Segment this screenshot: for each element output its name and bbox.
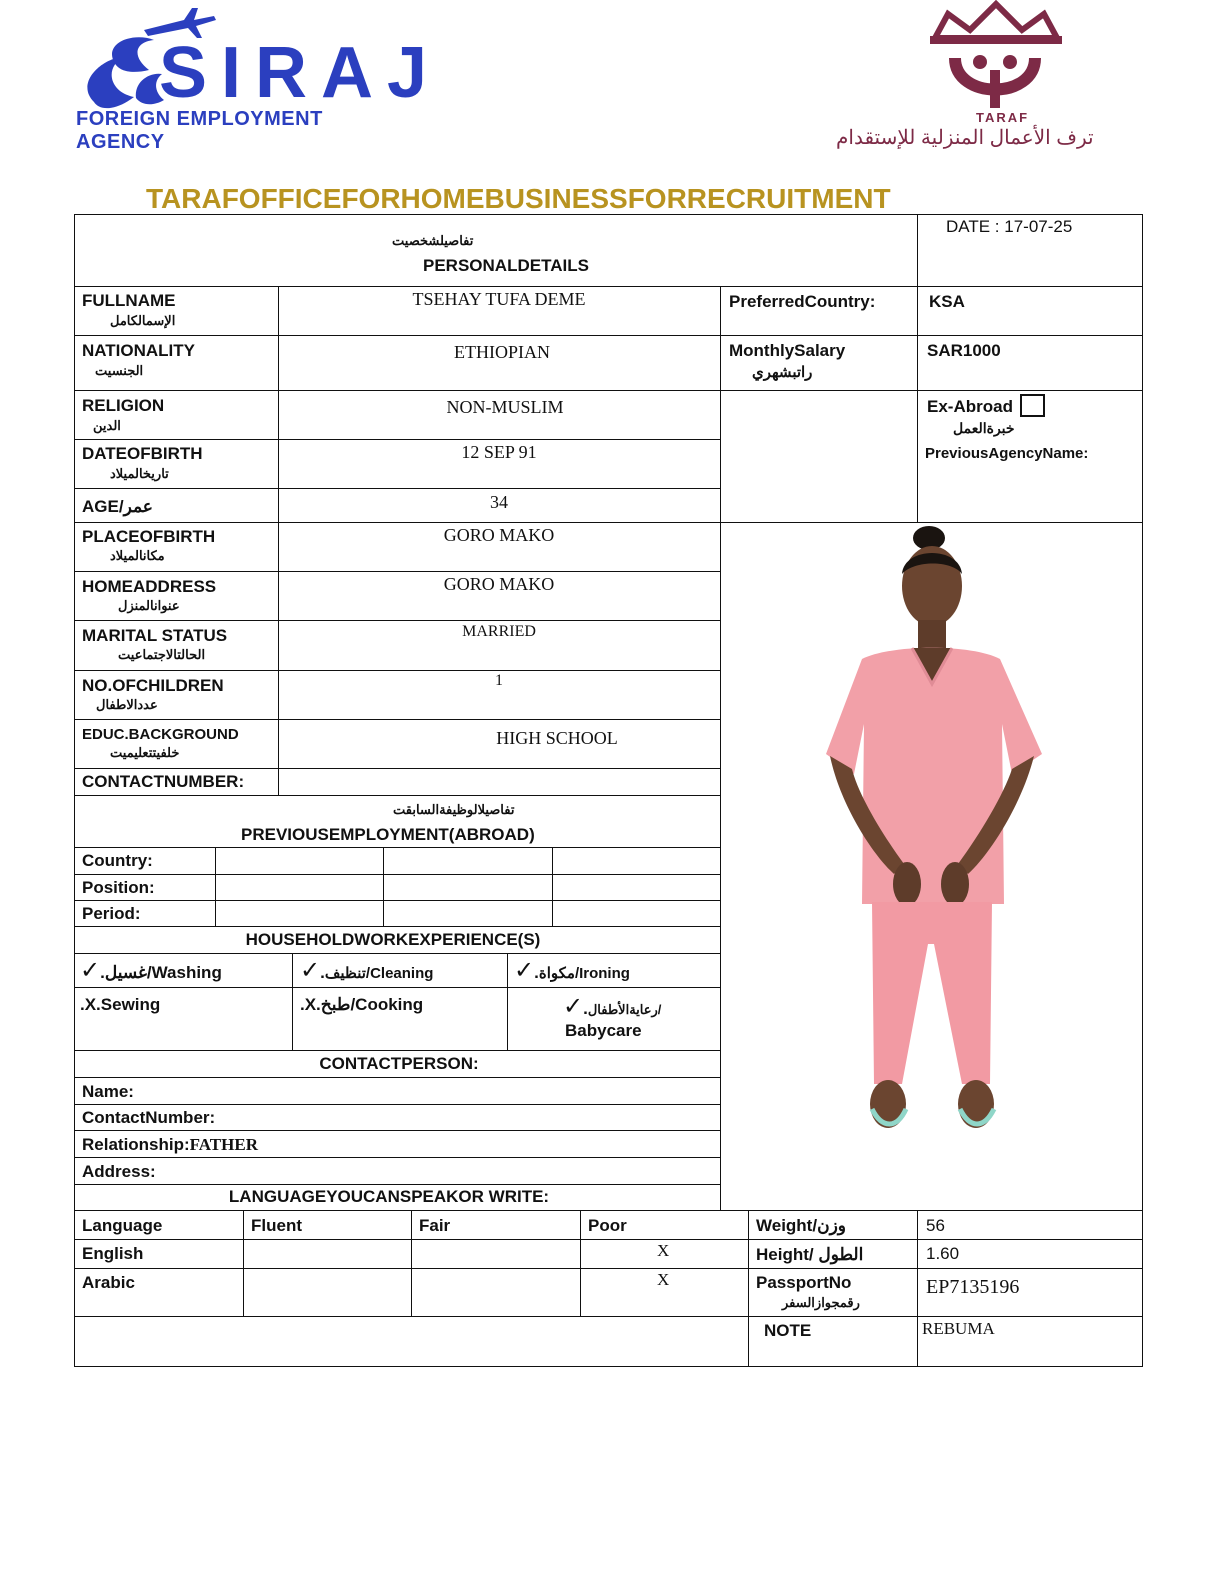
contact-number-label: CONTACTNUMBER: — [82, 772, 245, 791]
pob-value[interactable]: GORO MAKO — [443, 525, 555, 545]
pob-label: PLACEOFBIRTH — [82, 527, 216, 546]
height-label-ar: الطول — [818, 1245, 864, 1264]
religion-value[interactable]: NON-MUSLIM — [446, 397, 564, 417]
washing-check-icon: ✓ — [80, 956, 101, 984]
religion-label-ar: الدين — [93, 418, 121, 433]
lang-col-language: Language — [82, 1216, 163, 1235]
contact-person-number-label: ContactNumber: — [82, 1108, 216, 1127]
personal-heading: PERSONALDETAILS — [423, 256, 589, 275]
washing-label: غسيل/Washing — [104, 963, 222, 982]
cleaning-check-icon: ✓ — [300, 956, 321, 984]
dob-value[interactable]: 12 SEP 91 — [461, 442, 537, 462]
household-sewing[interactable]: .X.Sewing — [80, 995, 161, 1014]
dob-label: DATEOFBIRTH — [82, 444, 203, 463]
weight-label-ar: وزن — [817, 1216, 846, 1235]
taraf-crown-icon — [830, 0, 1200, 125]
relationship-label: Relationship: — [82, 1135, 190, 1154]
children-label-ar: عددالاطفال — [96, 697, 158, 712]
education-value[interactable]: HIGH SCHOOL — [496, 728, 618, 748]
personal-heading-ar: تفاصيلشخصيت — [392, 233, 474, 248]
contact-person-heading: CONTACTPERSON: — [319, 1054, 479, 1073]
weight-value[interactable]: 56 — [926, 1216, 945, 1235]
lang-arabic-poor[interactable]: X — [657, 1270, 670, 1289]
siraj-subtitle: FOREIGN EMPLOYMENT AGENCY — [76, 108, 323, 153]
children-value[interactable]: 1 — [495, 672, 503, 689]
address-value[interactable]: GORO MAKO — [443, 574, 555, 594]
lang-col-poor: Poor — [588, 1216, 627, 1235]
lang-english-poor[interactable]: X — [657, 1241, 670, 1260]
ex-abroad-label-ar: خبرةالعمل — [953, 420, 1015, 436]
marital-value[interactable]: MARRIED — [462, 623, 536, 640]
language-heading: LANGUAGEYOUCANSPEAKOR WRITE: — [228, 1187, 550, 1206]
lang-english: English — [82, 1244, 144, 1263]
salary-value[interactable]: SAR1000 — [927, 341, 1001, 360]
salary-label-ar: راتبشهري — [752, 364, 813, 381]
babycare-check-icon: ✓ — [563, 992, 584, 1020]
nationality-label: NATIONALITY — [82, 341, 196, 360]
pob-label-ar: مكانالميلاد — [110, 548, 165, 563]
household-cooking[interactable]: .X.طبخ/Cooking — [300, 995, 424, 1014]
babycare-label-ar: رعايةالأطفال/ — [587, 1002, 662, 1017]
ironing-check-icon: ✓ — [514, 956, 535, 984]
children-label: NO.OFCHILDREN — [82, 676, 224, 695]
applicant-photo — [722, 524, 1142, 1208]
dob-label-ar: تاريخالميلاد — [110, 466, 169, 481]
prev-period-label: Period: — [82, 904, 141, 923]
household-babycare[interactable]: ✓.رعايةالأطفال/ — [563, 992, 662, 1020]
fullname-label-ar: الإسمالكامل — [110, 313, 176, 328]
fullname-value[interactable]: TSEHAY TUFA DEME — [412, 289, 586, 309]
contact-address-label: Address: — [82, 1162, 156, 1181]
household-washing[interactable]: ✓.غسيل/Washing — [80, 956, 222, 984]
fullname-label: FULLNAME — [82, 291, 176, 310]
height-value[interactable]: 1.60 — [926, 1244, 960, 1263]
contact-name-label: Name: — [82, 1082, 134, 1101]
marital-label: MARITAL STATUS — [82, 626, 228, 645]
relationship-value[interactable]: FATHER — [189, 1135, 258, 1154]
babycare-label: Babycare — [565, 1021, 642, 1040]
age-label-ar: عمر — [123, 497, 153, 516]
taraf-logo — [830, 0, 1200, 150]
ex-abroad-label: Ex-Abroad — [927, 397, 1013, 416]
cleaning-label: تنظيف/Cleaning — [324, 965, 434, 982]
nationality-value[interactable]: ETHIOPIAN — [454, 342, 550, 362]
siraj-logo — [74, 2, 442, 153]
date-label: DATE : 17-07-25 — [946, 217, 1073, 236]
document-title: TARAFOFFICEFORHOMEBUSINESSFORRECRUITMENT — [146, 183, 891, 214]
religion-label: RELIGION — [82, 396, 165, 415]
contact-relationship — [82, 1135, 258, 1155]
taraf-arabic: ترف الأعمال المنزلية للإستقدام — [836, 127, 1094, 149]
previous-agency-label: PreviousAgencyName: — [925, 445, 1089, 462]
household-cleaning[interactable]: ✓.تنظيف/Cleaning — [300, 956, 434, 984]
prev-position-label: Position: — [82, 878, 155, 897]
education-label: EDUC.BACKGROUND — [82, 726, 239, 743]
weight-label-en: Weight/ — [756, 1216, 818, 1235]
height-label-en: Height/ — [756, 1245, 819, 1264]
lang-col-fluent: Fluent — [251, 1216, 302, 1235]
household-heading: HOUSEHOLDWORKEXPERIENCE(S) — [245, 930, 541, 949]
lang-arabic: Arabic — [82, 1273, 135, 1292]
prev-employment-heading-ar: تفاصيلالوظيفةالسابقت — [393, 802, 515, 817]
prev-country-label: Country: — [82, 851, 153, 870]
passport-label-ar: رقمجوازالسفر — [782, 1295, 860, 1310]
salary-label: MonthlySalary — [729, 341, 846, 360]
address-label: HOMEADDRESS — [82, 577, 217, 596]
marital-label-ar: الحالتالاجتماعيت — [118, 647, 206, 662]
ironing-label: مكواة/Ironing — [538, 965, 630, 982]
note-value[interactable]: REBUMA — [922, 1319, 995, 1338]
nationality-label-ar: الجنسيت — [95, 363, 144, 378]
height-label — [756, 1245, 863, 1265]
education-label-ar: خلفيتتعليميت — [110, 745, 180, 760]
preferred-country-value[interactable]: KSA — [929, 292, 965, 311]
prev-employment-heading: PREVIOUSEMPLOYMENT(ABROAD) — [241, 825, 535, 844]
siraj-name: SIRAJ — [159, 33, 442, 113]
preferred-country-label: PreferredCountry: — [729, 292, 876, 311]
age-value[interactable]: 34 — [490, 492, 508, 512]
age-label — [82, 497, 153, 517]
applicant-figure-icon — [722, 524, 1142, 1208]
address-label-ar: عنوانالمنزل — [118, 598, 180, 613]
household-ironing[interactable]: ✓.مكواة/Ironing — [514, 956, 630, 984]
passport-label: PassportNo — [756, 1273, 852, 1292]
ex-abroad-checkbox[interactable] — [1020, 394, 1045, 417]
age-label-en: AGE/ — [82, 497, 124, 516]
weight-label — [756, 1216, 846, 1236]
passport-value[interactable]: EP7135196 — [926, 1276, 1020, 1298]
lang-col-fair: Fair — [419, 1216, 451, 1235]
taraf-name: TARAF — [976, 110, 1030, 125]
note-label: NOTE — [764, 1321, 812, 1340]
